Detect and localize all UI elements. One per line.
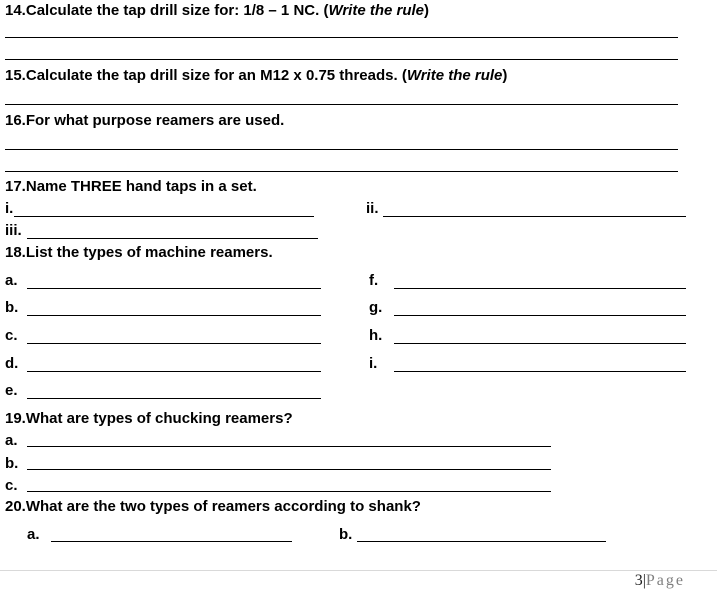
- answer-line[interactable]: [5, 37, 678, 38]
- answer-label-a: a.: [5, 272, 18, 289]
- answer-line[interactable]: [5, 149, 678, 150]
- answer-line[interactable]: [5, 171, 678, 172]
- answer-line[interactable]: [5, 59, 678, 60]
- question-16: [5, 112, 284, 130]
- footer-divider: [0, 570, 717, 571]
- answer-label-g: g.: [369, 299, 383, 316]
- answer-line-f[interactable]: [394, 288, 686, 289]
- answer-label-a: a.: [27, 526, 40, 543]
- answer-line-e[interactable]: [27, 398, 321, 399]
- answer-line-i[interactable]: [394, 371, 686, 372]
- question-18: [5, 244, 273, 262]
- answer-line-i[interactable]: [14, 216, 314, 217]
- question-number: 19.: [5, 410, 26, 427]
- question-number: 14.: [5, 2, 26, 19]
- answer-label-i: i.: [369, 355, 378, 372]
- answer-label-h: h.: [369, 327, 383, 344]
- close-paren: ): [502, 67, 508, 84]
- question-number: 17.: [5, 178, 26, 195]
- question-text: Calculate the tap drill size for an M12 x 0.75 threads. (: [25, 67, 407, 84]
- answer-label-b: b.: [5, 299, 19, 316]
- question-19: [5, 410, 293, 428]
- answer-line-a[interactable]: [27, 446, 551, 447]
- page-number: 3: [634, 572, 643, 589]
- answer-label-b: b.: [5, 455, 19, 472]
- question-17: [5, 178, 257, 196]
- question-text: What are the two types of reamers according to shank?: [25, 498, 421, 515]
- answer-label-c: c.: [5, 327, 18, 344]
- question-number: 18.: [5, 244, 26, 261]
- question-text: Calculate the tap drill size for: 1/8 – 1 NC. (: [25, 2, 329, 19]
- answer-line-iii[interactable]: [27, 238, 318, 239]
- answer-line-c[interactable]: [27, 491, 551, 492]
- question-text: What are types of chucking reamers?: [25, 410, 293, 427]
- question-20: [5, 498, 421, 516]
- answer-line[interactable]: [5, 104, 678, 105]
- rule-note: Write the rule: [328, 2, 425, 19]
- page-separator: |: [642, 572, 646, 589]
- question-text: List the types of machine reamers.: [25, 244, 273, 261]
- page-word: Page: [645, 572, 685, 589]
- rule-note: Write the rule: [406, 67, 503, 84]
- answer-label-a: a.: [5, 432, 18, 449]
- question-number: 16.: [5, 112, 26, 129]
- question-number: 20.: [5, 498, 26, 515]
- question-number: 15.: [5, 67, 26, 84]
- answer-label-ii: ii.: [366, 200, 379, 217]
- question-text: Name THREE hand taps in a set.: [25, 178, 257, 195]
- question-14: [5, 2, 429, 20]
- answer-line-d[interactable]: [27, 371, 321, 372]
- answer-label-e: e.: [5, 382, 18, 399]
- answer-line-b[interactable]: [357, 541, 606, 542]
- answer-label-d: d.: [5, 355, 19, 372]
- answer-line-h[interactable]: [394, 343, 686, 344]
- close-paren: ): [424, 2, 430, 19]
- answer-label-b: b.: [339, 526, 353, 543]
- page-footer: [635, 572, 685, 590]
- answer-line-ii[interactable]: [383, 216, 686, 217]
- answer-label-iii: iii.: [5, 222, 22, 239]
- question-text: For what purpose reamers are used.: [25, 112, 285, 129]
- answer-line-a[interactable]: [51, 541, 292, 542]
- answer-label-f: f.: [369, 272, 379, 289]
- answer-label-i: i.: [5, 200, 14, 217]
- answer-line-g[interactable]: [394, 315, 686, 316]
- question-15: [5, 67, 507, 85]
- answer-line-a[interactable]: [27, 288, 321, 289]
- answer-line-c[interactable]: [27, 343, 321, 344]
- answer-line-b[interactable]: [27, 315, 321, 316]
- answer-line-b[interactable]: [27, 469, 551, 470]
- answer-label-c: c.: [5, 477, 18, 494]
